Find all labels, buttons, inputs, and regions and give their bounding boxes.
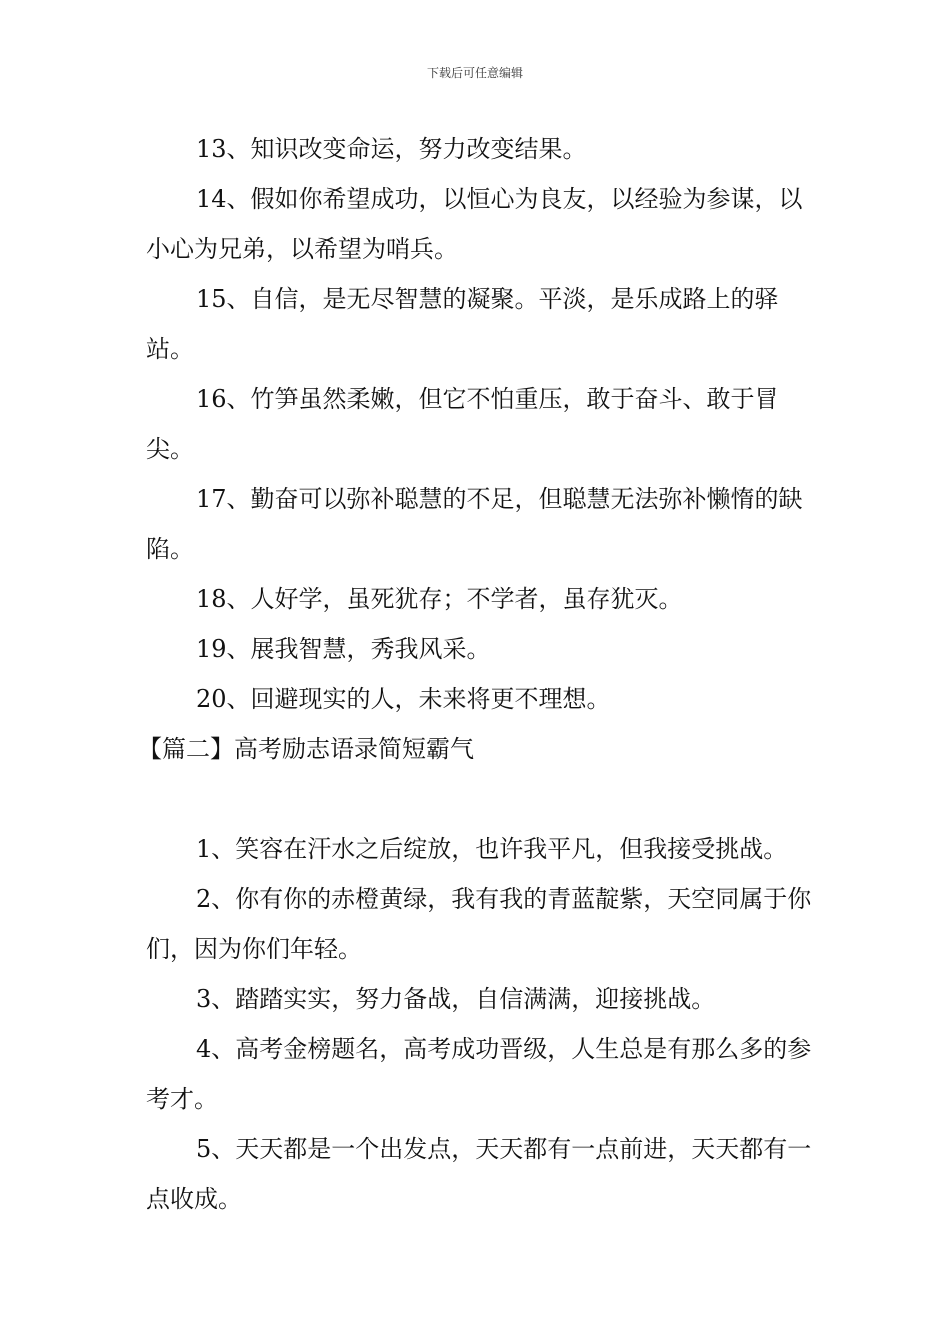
quote-item-16: 16、竹笋虽然柔嫩，但它不怕重压，敢于奋斗、敢于冒尖。 [146, 385, 779, 463]
quote-item-13: 13、知识改变命运，努力改变结果。 [196, 135, 587, 163]
quote-item-17: 17、勤奋可以弥补聪慧的不足，但聪慧无法弥补懒惰的缺陷。 [146, 485, 803, 563]
quote-item-18: 18、人好学，虽死犹存；不学者，虽存犹灭。 [196, 585, 683, 613]
quote-item-5: 5、天天都是一个出发点，天天都有一点前进，天天都有一点收成。 [146, 1135, 812, 1213]
quote-item-19: 19、展我智慧，秀我风采。 [196, 635, 491, 663]
quote-item-1: 1、笑容在汗水之后绽放，也许我平凡，但我接受挑战。 [196, 835, 788, 863]
section-spacer [146, 774, 816, 824]
document-body [138, 124, 816, 1224]
quote-item-20: 20、回避现实的人，未来将更不理想。 [196, 685, 611, 713]
page-header: 下载后可任意编辑 [426, 66, 523, 80]
section-heading: 【篇二】高考励志语录简短霸气 [138, 735, 474, 763]
quote-item-15: 15、自信，是无尽智慧的凝聚。平淡，是乐成路上的驿站。 [146, 285, 779, 363]
quote-item-4: 4、高考金榜题名，高考成功晋级，人生总是有那么多的参考才。 [146, 1035, 812, 1113]
quote-item-3: 3、踏踏实实，努力备战，自信满满，迎接挑战。 [196, 985, 716, 1013]
quote-item-14: 14、假如你希望成功，以恒心为良友，以经验为参谋，以小心为兄弟，以希望为哨兵。 [146, 185, 803, 263]
quote-item-2: 2、你有你的赤橙黄绿，我有我的青蓝靛紫，天空同属于你们，因为你们年轻。 [146, 885, 812, 963]
